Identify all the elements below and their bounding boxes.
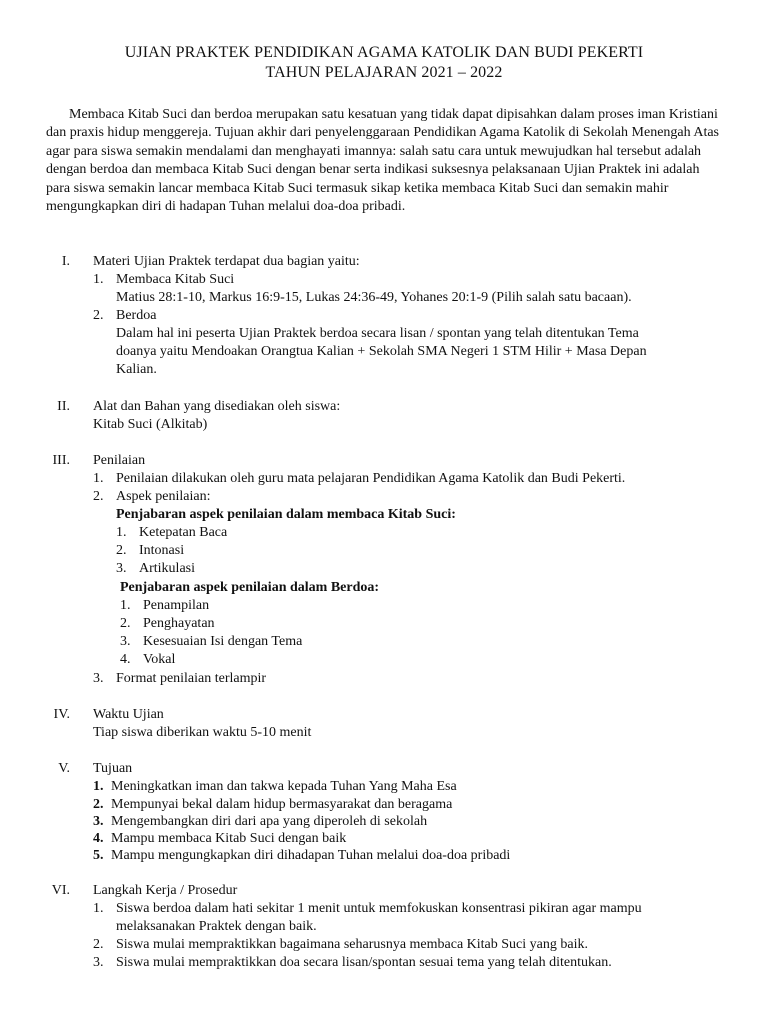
list-item: Aspek penilaian: — [116, 489, 211, 504]
list-number: 2. — [93, 489, 104, 504]
list-item: Penampilan — [143, 598, 210, 613]
list-item: Siswa berdoa dalam hati sekitar 1 menit untuk memfokuskan konsentrasi pikiran agar mampu — [116, 901, 642, 916]
list-item: Mampu mengungkapkan diri dihadapan Tuhan melalui doa-doa pribadi — [111, 848, 511, 863]
section-number: V. — [58, 761, 70, 776]
list-item: Vokal — [143, 652, 176, 667]
section-heading-waktu: Waktu Ujian — [93, 707, 164, 722]
list-number: 4. — [120, 652, 131, 667]
list-item-detail: Dalam hal ini peserta Ujian Praktek berdoa secara lisan / spontan yang telah ditentukan Tema — [116, 326, 639, 341]
list-item: Mempunyai bekal dalam hidup bermasyarakat dan beragama — [111, 797, 453, 812]
list-number: 2. — [120, 616, 131, 631]
section-number: III. — [52, 453, 70, 468]
list-item: Membaca Kitab Suci — [116, 272, 235, 287]
section-heading-tujuan: Tujuan — [93, 761, 133, 776]
section-text: Tiap siswa diberikan waktu 5-10 menit — [93, 725, 312, 740]
list-item: Intonasi — [139, 543, 185, 558]
list-number: 4. — [93, 831, 104, 846]
list-number: 2. — [93, 797, 104, 812]
list-number: 1. — [93, 901, 104, 916]
section-heading-langkah: Langkah Kerja / Prosedur — [93, 883, 238, 898]
list-number: 2. — [116, 543, 127, 558]
list-number: 1. — [120, 598, 131, 613]
list-number: 3. — [93, 955, 104, 970]
document-title-line1: UJIAN PRAKTEK PENDIDIKAN AGAMA KATOLIK DAN BUDI PEKERTI — [124, 44, 644, 61]
section-heading-materi: Materi Ujian Praktek terdapat dua bagian yaitu: — [93, 254, 360, 269]
list-item: Kesesuaian Isi dengan Tema — [143, 634, 303, 649]
list-number: 3. — [116, 561, 127, 576]
list-number: 3. — [120, 634, 131, 649]
list-number: 3. — [93, 814, 104, 829]
section-number: IV. — [53, 707, 70, 722]
list-item: Mengembangkan diri dari apa yang diperoleh di sekolah — [111, 814, 428, 829]
list-item: Format penilaian terlampir — [116, 671, 267, 686]
list-item: Siswa mulai mempraktikkan doa secara lisan/spontan sesuai tema yang telah ditentukan. — [116, 955, 612, 970]
list-number: 1. — [93, 272, 104, 287]
list-item: Artikulasi — [139, 561, 195, 576]
list-item-detail: Matius 28:1-10, Markus 16:9-15, Lukas 24:36-49, Yohanes 20:1-9 (Pilih salah satu bacaan). — [116, 290, 632, 305]
list-item: Meningkatkan iman dan takwa kepada Tuhan Yang Maha Esa — [111, 779, 457, 794]
section-text: Kitab Suci (Alkitab) — [93, 417, 208, 432]
list-number: 2. — [93, 937, 104, 952]
subsection-heading: Penjabaran aspek penilaian dalam Berdoa: — [120, 580, 380, 595]
list-number: 2. — [93, 308, 104, 323]
list-number: 3. — [93, 671, 104, 686]
list-number: 1. — [93, 779, 104, 794]
list-item: Ketepatan Baca — [139, 525, 228, 540]
document-title-line2: TAHUN PELAJARAN 2021 – 2022 — [265, 64, 503, 81]
list-number: 1. — [116, 525, 127, 540]
list-item: Mampu membaca Kitab Suci dengan baik — [111, 831, 347, 846]
list-number: 1. — [93, 471, 104, 486]
list-item: Penghayatan — [143, 616, 215, 631]
list-item-continuation: melaksanakan Praktek dengan baik. — [116, 919, 317, 934]
intro-paragraph: Membaca Kitab Suci dan berdoa merupakan satu kesatuan yang tidak dapat dipisahkan dalam proses iman Kristiani dan praxis hidup menggereja. Tujuan akhir dari penyelenggaraan Pendidikan Agama Katolik di Sekolah Menengah Atas agar para siswa semakin mendalami dan menghayati imannya: salah satu cara untuk mewujudkan hal tersebut adalah dengan berdoa dan membaca Kitab Suci dengan benar serta indikasi suksesnya pelaksanaan Ujian Praktek ini adalah para siswa semakin lancar membaca Kitab Suci termasuk sikap ketika membaca Kitab Suci dan semakin mahir mengungkapkan diri di hadapan Tuhan melalui doa-doa pribadi. — [46, 107, 720, 215]
subsection-heading: Penjabaran aspek penilaian dalam membaca Kitab Suci: — [116, 507, 456, 522]
list-item-detail: Kalian. — [116, 362, 157, 377]
section-number: I. — [61, 254, 70, 269]
list-item: Siswa mulai mempraktikkan bagaimana seharusnya membaca Kitab Suci yang baik. — [116, 937, 588, 952]
section-number: II. — [57, 399, 70, 414]
list-item-detail: doanya yaitu Mendoakan Orangtua Kalian + Sekolah SMA Negeri 1 STM Hilir + Masa Depan — [116, 344, 647, 359]
section-number: VI. — [51, 883, 70, 898]
section-heading-alat: Alat dan Bahan yang disediakan oleh siswa: — [93, 399, 341, 414]
list-item: Penilaian dilakukan oleh guru mata pelajaran Pendidikan Agama Katolik dan Budi Pekerti. — [116, 471, 626, 486]
section-heading-penilaian: Penilaian — [93, 453, 146, 468]
list-item: Berdoa — [116, 308, 157, 323]
list-number: 5. — [93, 848, 104, 863]
